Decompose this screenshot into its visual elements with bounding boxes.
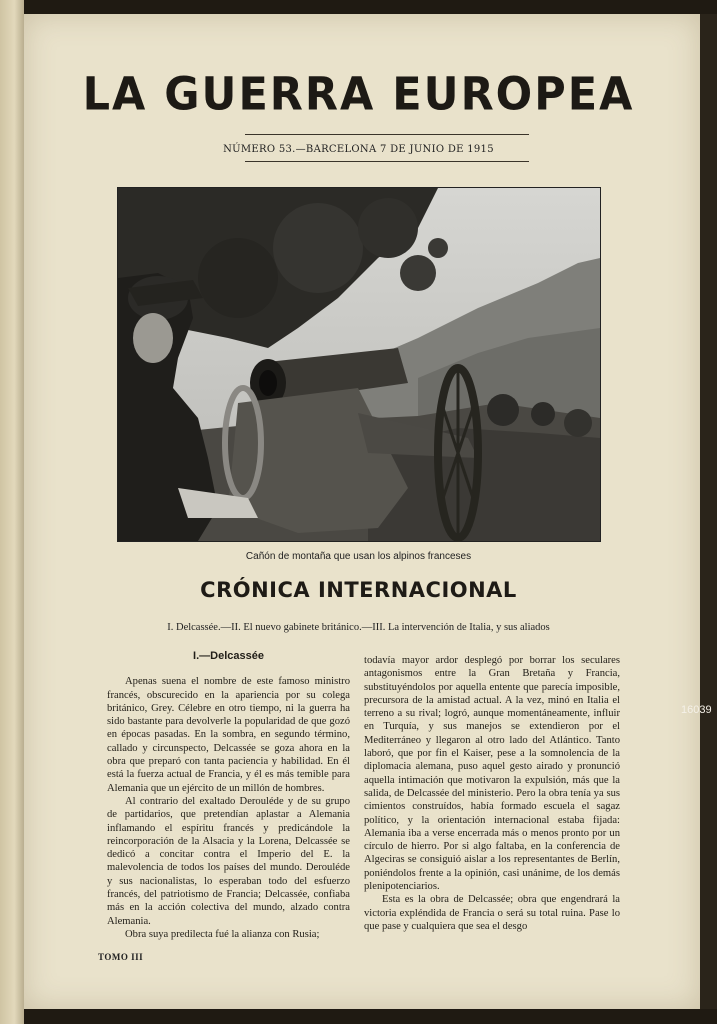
plate-number: 16039	[681, 704, 712, 716]
masthead-title: LA GUERRA EUROPEA	[82, 68, 635, 122]
article-column-2	[364, 654, 620, 933]
article-column-1	[107, 650, 350, 941]
cannon-photo-illustration	[118, 188, 600, 541]
paragraph: Al contrario del exaltado Derouléde y de su grupo de partidarios, que pretendían aplastar a Alemania inflamando el espíritu francés y predicándole la reincorporación de la Alsacia y la Lorena, Delcassée se dedicó a concitar contra el Imperio del E. la malevolencia de todos los países del mundo. Derouléde y sus nacionalistas, lo esperaban todo del esfuerzo francés, del patriotismo de Francia; Delcassée, confiaba más en la acción colectiva del mundo, alzado contra Alemania.	[107, 795, 350, 927]
issue-line: NÚMERO 53.—BARCELONA 7 DE JUNIO DE 1915	[223, 144, 494, 155]
scan-background	[700, 14, 717, 1009]
volume-label: TOMO III	[98, 952, 144, 962]
paragraph: Apenas suena el nombre de este famoso ministro francés, obscurecido en la apariencia por su colega británico, Grey. Célebre en otro tiempo, ni la guerra ha sido bastante para devolverle la popularidad de que gozó en épocas pasadas. En la sombra, en segundo término, callado y circunspecto, Delcassée se goza ahora en la obra que preparó con tanta paciencia y habilidad. En él está la fuerza actual de Francia, y él es más temible para Alemania que un ejército de un millón de hombres.	[107, 676, 350, 794]
article-toc: I. Delcassée.—II. El nuevo gabinete británico.—III. La intervención de Italia, y sus aliados	[167, 622, 550, 633]
section-title: CRÓNICA INTERNACIONAL	[200, 578, 517, 602]
masthead-rule-bottom	[245, 161, 529, 162]
paragraph: todavía mayor ardor desplegó por borrar los seculares antagonismos entre la Gran Bretaña y Francia, substituyéndolos por aquella entente que parecía imposible, precursora de la amistad actual. A la vez, minó en Italia el terreno a su rival; logró, aunque momentáneamente, influir en Turquía, y sus manejos se extendieron por el Mediterráneo y llegaron al otro lado del Atlántico. Tanto laboró, que por fin el Kaiser, pese a la somnolencia de la diplomacia alemana, puso aquel gesto airado y pronunció aquella intimación que motivaron la expulsión, más que la salida, de Delcassée del ministerio. Pero la obra tenía ya sus cimientos construídos, había formado escuela el sagaz político, y la orientación internacional estaba fijada: Alemania iba a verse encerrada más o menos pronto por un círculo de hierro. Por si algo faltaba, en la conferencia de Algeciras se consiguió aislar a los representantes de Berlín, poniéndolos frente a la opinión, casi unánime, de los demás plenipotenciarios.	[364, 655, 620, 893]
photo-caption: Cañón de montaña que usan los alpinos franceses	[245, 551, 472, 562]
paragraph: Obra suya predilecta fué la alianza con Rusia;	[125, 928, 320, 940]
paragraph: Esta es la obra de Delcassée; obra que engendrará la victoria expléndida de Francia o será su total ruina. Pase lo que pase y cualquiera que sea el desgo	[364, 894, 620, 932]
article-subhead: I.—Delcassée	[193, 650, 264, 662]
masthead-rule-top	[245, 134, 529, 135]
